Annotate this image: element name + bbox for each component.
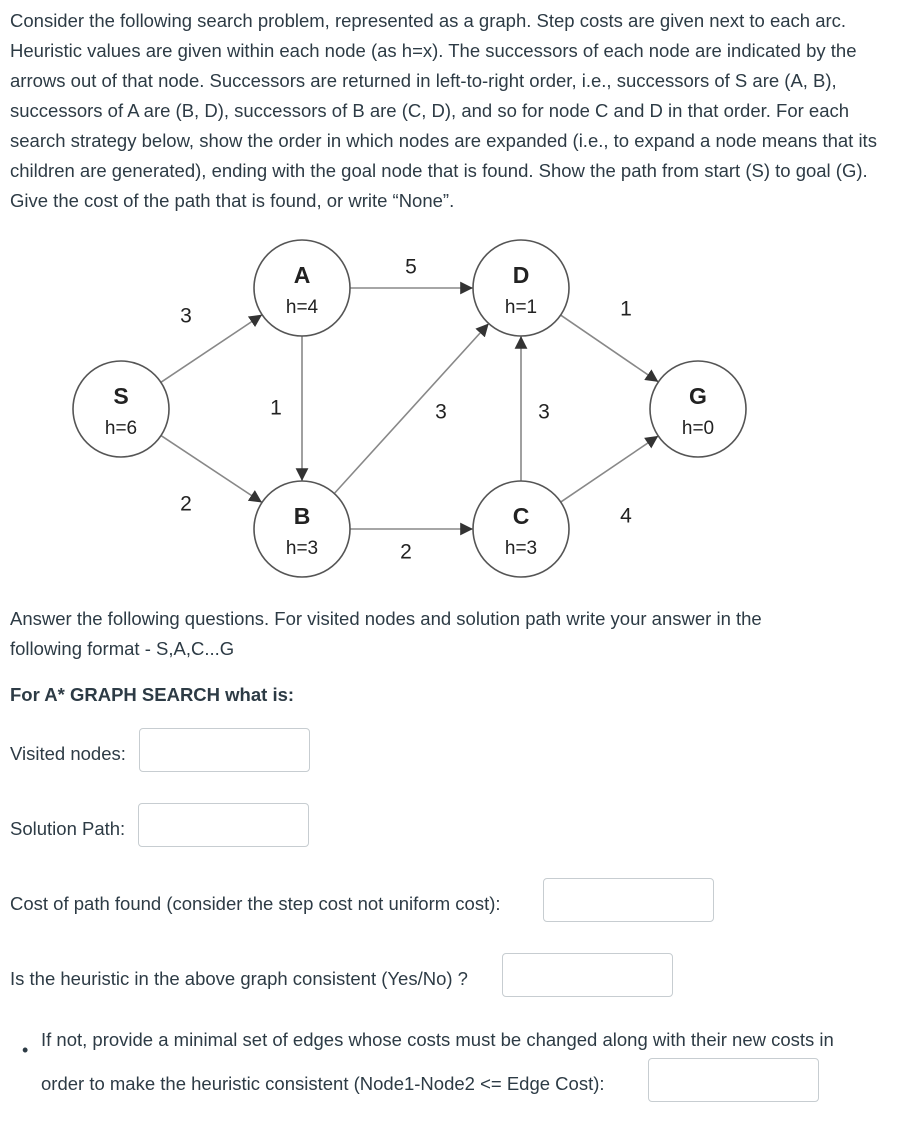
edge-b-d <box>334 324 488 494</box>
edge-c-g <box>561 436 659 502</box>
problem-statement: Consider the following search problem, represented as a graph. Step costs are given next to each arc. Heuristic values are given within each node (as h=x). The successors of each node are indicated by the arrows out of that node. Successors are returned in left-to-right order, i.e., successors of S are (A, B), successors of A are (B, D), successors of B are (C, D), and so for node C and D in that order. For each search strategy below, show the order in which nodes are expanded (i.e., to expand a node means that its children are generated), ending with the goal node that is found. Show the path from start (S) to goal (G). Give the cost of the path that is found, or write “None”. <box>10 10 877 211</box>
node-c <box>473 481 569 577</box>
edge-d-g <box>561 315 659 382</box>
node-heuristic: h=0 <box>681 418 715 440</box>
edge-cost-d-g: 1 <box>620 297 632 321</box>
node-label: D <box>512 262 530 289</box>
visited-nodes-label: Visited nodes: <box>10 743 126 764</box>
node-label: A <box>293 262 311 289</box>
node-b <box>254 481 350 577</box>
solution-path-input[interactable] <box>138 803 309 847</box>
graph-nodes <box>73 240 746 577</box>
edge-cost-s-a: 3 <box>180 304 192 328</box>
node-heuristic: h=4 <box>285 297 319 319</box>
node-label: S <box>113 383 129 410</box>
instructions-line-2: following format - S,A,C...G <box>10 638 235 659</box>
path-cost-label: Cost of path found (consider the step cost not uniform cost): <box>10 893 501 914</box>
edge-cost-a-b: 1 <box>270 396 282 420</box>
node-heuristic: h=1 <box>504 297 538 319</box>
edge-fix-line-2: order to make the heuristic consistent (Node1-Node2 <= Edge Cost): <box>41 1073 605 1094</box>
consistency-input[interactable] <box>502 953 673 997</box>
edge-fix-line-1: If not, provide a minimal set of edges whose costs must be changed along with their new costs in <box>41 1029 834 1050</box>
path-cost-input[interactable] <box>543 878 714 922</box>
edge-cost-s-b: 2 <box>180 492 192 516</box>
node-s <box>73 361 169 457</box>
node-heuristic: h=3 <box>504 538 538 560</box>
solution-path-label: Solution Path: <box>10 818 126 839</box>
bullet-point: • <box>22 1040 29 1060</box>
node-label: C <box>512 503 530 530</box>
section-heading: For A* GRAPH SEARCH what is: <box>10 684 295 705</box>
node-d <box>473 240 569 336</box>
node-a <box>254 240 350 336</box>
edge-cost-c-d: 3 <box>538 400 550 424</box>
edge-cost-b-d: 3 <box>435 400 447 424</box>
node-heuristic: h=3 <box>285 538 319 560</box>
edge-s-a <box>161 315 262 383</box>
edge-cost-a-d: 5 <box>405 255 417 279</box>
edge-cost-c-g: 4 <box>620 504 632 528</box>
edge-s-b <box>161 436 262 503</box>
edge-fix-input[interactable] <box>648 1058 819 1102</box>
node-label: B <box>293 503 311 530</box>
node-heuristic: h=6 <box>104 418 138 440</box>
visited-nodes-input[interactable] <box>139 728 310 772</box>
graph-edges <box>161 288 658 529</box>
instructions-line-1: Answer the following questions. For visited nodes and solution path write your answer in the <box>10 608 762 629</box>
consistency-label: Is the heuristic in the above graph consistent (Yes/No) ? <box>10 968 468 989</box>
edge-cost-b-c: 2 <box>400 540 412 564</box>
node-g <box>650 361 746 457</box>
node-label: G <box>689 383 707 410</box>
